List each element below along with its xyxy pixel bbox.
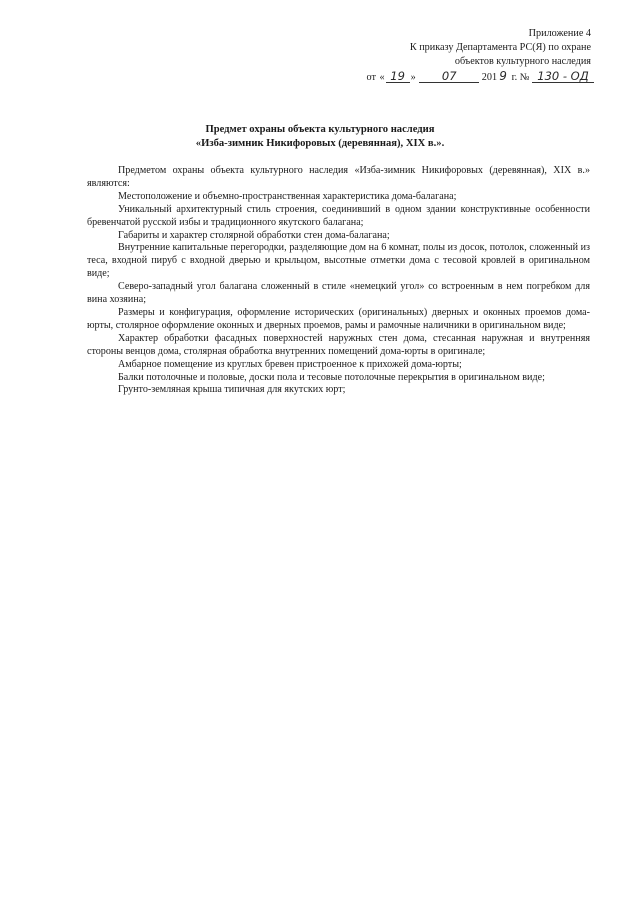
title-line-2: «Изба-зимник Никифоровых (деревянная), XIX в.». (195, 137, 445, 149)
list-item: Размеры и конфигурация, оформление исторических (оригинальных) дверных и оконных проемов дома-юрты, столярное оформление оконных и дверных проемов, рамы и рамочные наличники в оригинальном виде; (87, 306, 590, 331)
list-item: Грунто-земляная крыша типичная для якутских юрт; (118, 384, 346, 396)
order-number-handwritten: 130 - ОД (532, 70, 594, 83)
document-title (0, 123, 640, 150)
list-item: Габариты и характер столярной обработки стен дома-балагана; (118, 229, 390, 241)
order-number-label: г. № (511, 72, 530, 83)
order-day-handwritten: 19 (386, 70, 410, 83)
order-year-prefix: 201 (481, 72, 498, 83)
order-date-prefix: от (366, 72, 376, 83)
list-item: Местоположение и объемно-пространственная характеристика дома-балагана; (118, 190, 457, 202)
order-year-digit-handwritten: 9 (499, 69, 507, 83)
list-item: Характер обработки фасадных поверхностей наружных стен дома, стесанная наружная и внутренняя стороны венцов дома, столярная обработка внутренних помещений дома-юрты в оригинале; (87, 332, 590, 357)
title-line-1: Предмет охраны объекта культурного наследия (205, 124, 435, 135)
document-body (87, 165, 590, 397)
appendix-number: Приложение 4 (528, 28, 591, 39)
order-heritage-line: объектов культурного наследия (454, 56, 591, 67)
list-item: Балки потолочные и половые, доски пола и тесовые потолочные перекрытия в оригинальном виде; (118, 371, 545, 383)
appendix-header (410, 27, 591, 69)
order-quote-open: « (379, 72, 385, 83)
order-month-handwritten: 07 (419, 70, 479, 83)
list-item: Уникальный архитектурный стиль строения, соединивший в одном здании конструктивные особенности бревенчатой русской избы и традиционного якутского балагана; (87, 203, 590, 228)
list-item: Внутренние капитальные перегородки, разделяющие дом на 6 комнат, полы из досок, потолок, сложенный из теса, входной пируб с входной дверью и крыльцом, высотные отметки дома с тесовой кровлей в оригинальном виде; (87, 242, 590, 280)
list-item: Амбарное помещение из круглых бревен пристроенное к прихожей дома-юрты; (118, 358, 462, 370)
order-reference (367, 70, 594, 85)
order-quote-close: » (410, 72, 416, 83)
intro-paragraph: Предметом охраны объекта культурного наследия «Изба-зимник Никифоровых (деревянная), XIX в.» являются: (87, 165, 590, 189)
order-department-line: К приказу Департамента РС(Я) по охране (409, 42, 591, 53)
list-item: Северо-западный угол балагана сложенный в стиле «немецкий угол» со встроенным в нем погребком для вина хозяина; (87, 281, 590, 306)
